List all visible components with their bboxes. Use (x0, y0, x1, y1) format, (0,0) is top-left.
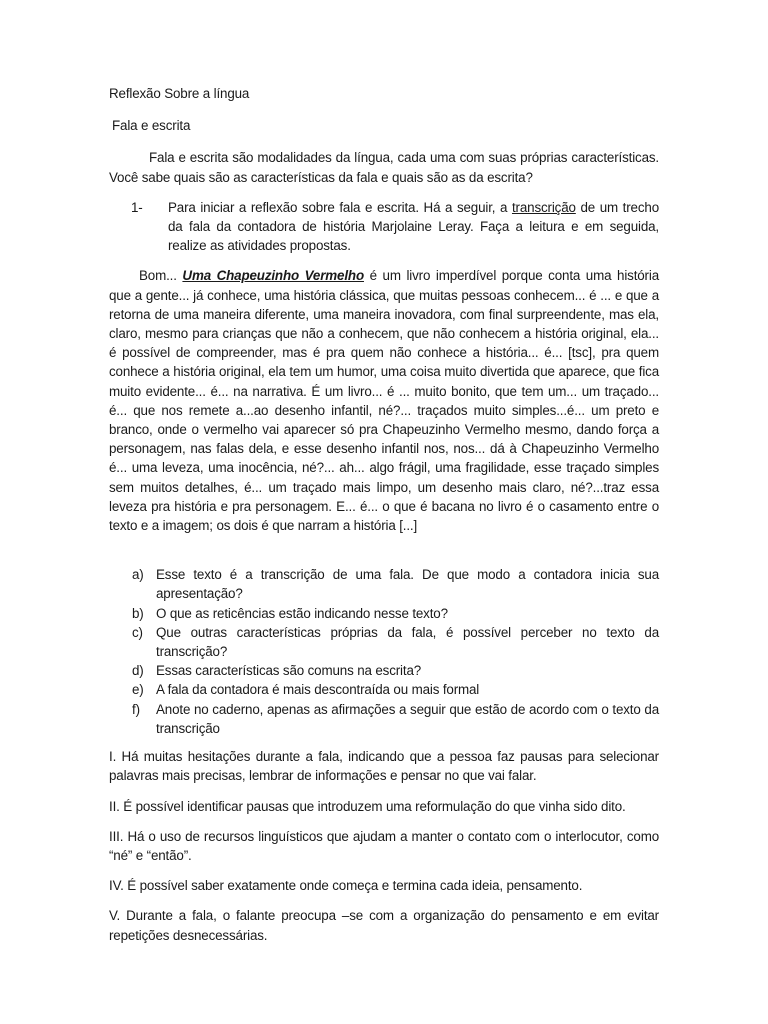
statement-ii: II. É possível identificar pausas que introduzem uma reformulação do que vinha sido dito. (109, 798, 626, 814)
question-1 (131, 198, 659, 256)
transcript-paragraph (109, 266, 659, 535)
subquestion-list (109, 565, 659, 738)
list-item-text: Que outras características próprias da fala, é possível perceber no texto da transcrição? (156, 624, 659, 660)
list-item-text: Anote no caderno, apenas as afirmações a seguir que estão de acordo com o texto da transcrição (156, 701, 659, 736)
list-item (132, 700, 659, 738)
book-title: Uma Chapeuzinho Vermelho (182, 268, 364, 284)
question-1-number: 1- (131, 199, 143, 215)
statement-v: V. Durante a fala, o falante preocupa –se com a organização do pensamento e em evitar repetições desnecessárias. (109, 908, 659, 943)
statement-iii: III. Há o uso de recursos linguísticos que ajudam a manter o contato com o interlocutor, como “né” e “então”. (109, 828, 659, 863)
question-1-text (168, 198, 659, 256)
intro-paragraph: Fala e escrita são modalidades da língua, cada uma com suas próprias características. Você sabe quais são as características da fala e quais são as da escrita? (109, 150, 659, 185)
list-item-label: e) (132, 682, 144, 698)
list-item (132, 661, 659, 680)
list-item-label: f) (132, 701, 140, 717)
section-subtitle: Fala e escrita (112, 118, 191, 134)
list-item (132, 623, 659, 661)
underlined-term: transcrição (511, 199, 576, 215)
list-item (132, 565, 659, 603)
list-item-text: Essas características são comuns na escrita? (156, 663, 422, 679)
transcript-body: é um livro imperdível porque conta uma história que a gente... já conhece, uma história clássica, que muitas pessoas conhecem... é ... e que a retorna de uma maneira diferente, uma maneira inovadora, com final surpreendente, mas ela, claro, mesmo para crianças que não a conhecem, que não conhecem a história original, ela... é possível de compreender, mas é pra quem não conhece a história... é... [tsc], pra quem conhece a história original, ela tem um humor, uma coisa muito divertida que aparece, que fica muito evidente... é... na narrativa. É um livro... é ... muito bonito, que tem um... um traçado... é... que nos remete a...ao desenho infantil, né?... traçados muito simples...é... um preto e branco, onde o vermelho vai aparecer só pra Chapeuzinho Vermelho mesmo, dando força a personagem, nas falas dela, e esse desenho infantil nos, nos... dá à Chapeuzinho Vermelho é... uma leveza, uma inocência, né?... ah... algo frágil, uma fragilidade, esse traçado simples sem muitos detalhes, é... um traçado mais limpo, um desenho mais claro, né?...traz essa leveza pra história e pra personagem. E... é... o que é bacana no livro é o casamento entre o texto e a imagem; os dois é que narram a história [...] (109, 268, 659, 534)
list-item-label: c) (132, 624, 143, 640)
list-item-text: O que as reticências estão indicando nesse texto? (156, 605, 448, 621)
list-item-label: d) (132, 663, 144, 679)
list-item (132, 604, 659, 623)
list-item-label: a) (132, 567, 144, 583)
document-title: Reflexão Sobre a língua (109, 86, 250, 101)
list-item-text: A fala da contadora é mais descontraída ou mais formal (156, 682, 480, 698)
question-1-text-before: Para iniciar a reflexão sobre fala e escrita. Há a seguir, a (168, 199, 512, 215)
list-item-label: b) (132, 605, 144, 621)
list-item-text: Esse texto é a transcrição de uma fala. De que modo a contadora inicia sua apresentação? (156, 567, 659, 602)
transcript-lead: Bom... (139, 268, 183, 284)
statement-iv: IV. É possível saber exatamente onde começa e termina cada ideia, pensamento. (109, 878, 583, 894)
statement-i: I. Há muitas hesitações durante a fala, indicando que a pessoa faz pausas para selecionar palavras mais precisas, lembrar de informações e pensar no que vai falar. (109, 749, 659, 784)
list-item (132, 680, 659, 699)
question-1-text-after: de um trecho da fala da contadora de história Marjolaine Leray. Faça a leitura e em seguida, realize as atividades propostas. (168, 199, 659, 254)
